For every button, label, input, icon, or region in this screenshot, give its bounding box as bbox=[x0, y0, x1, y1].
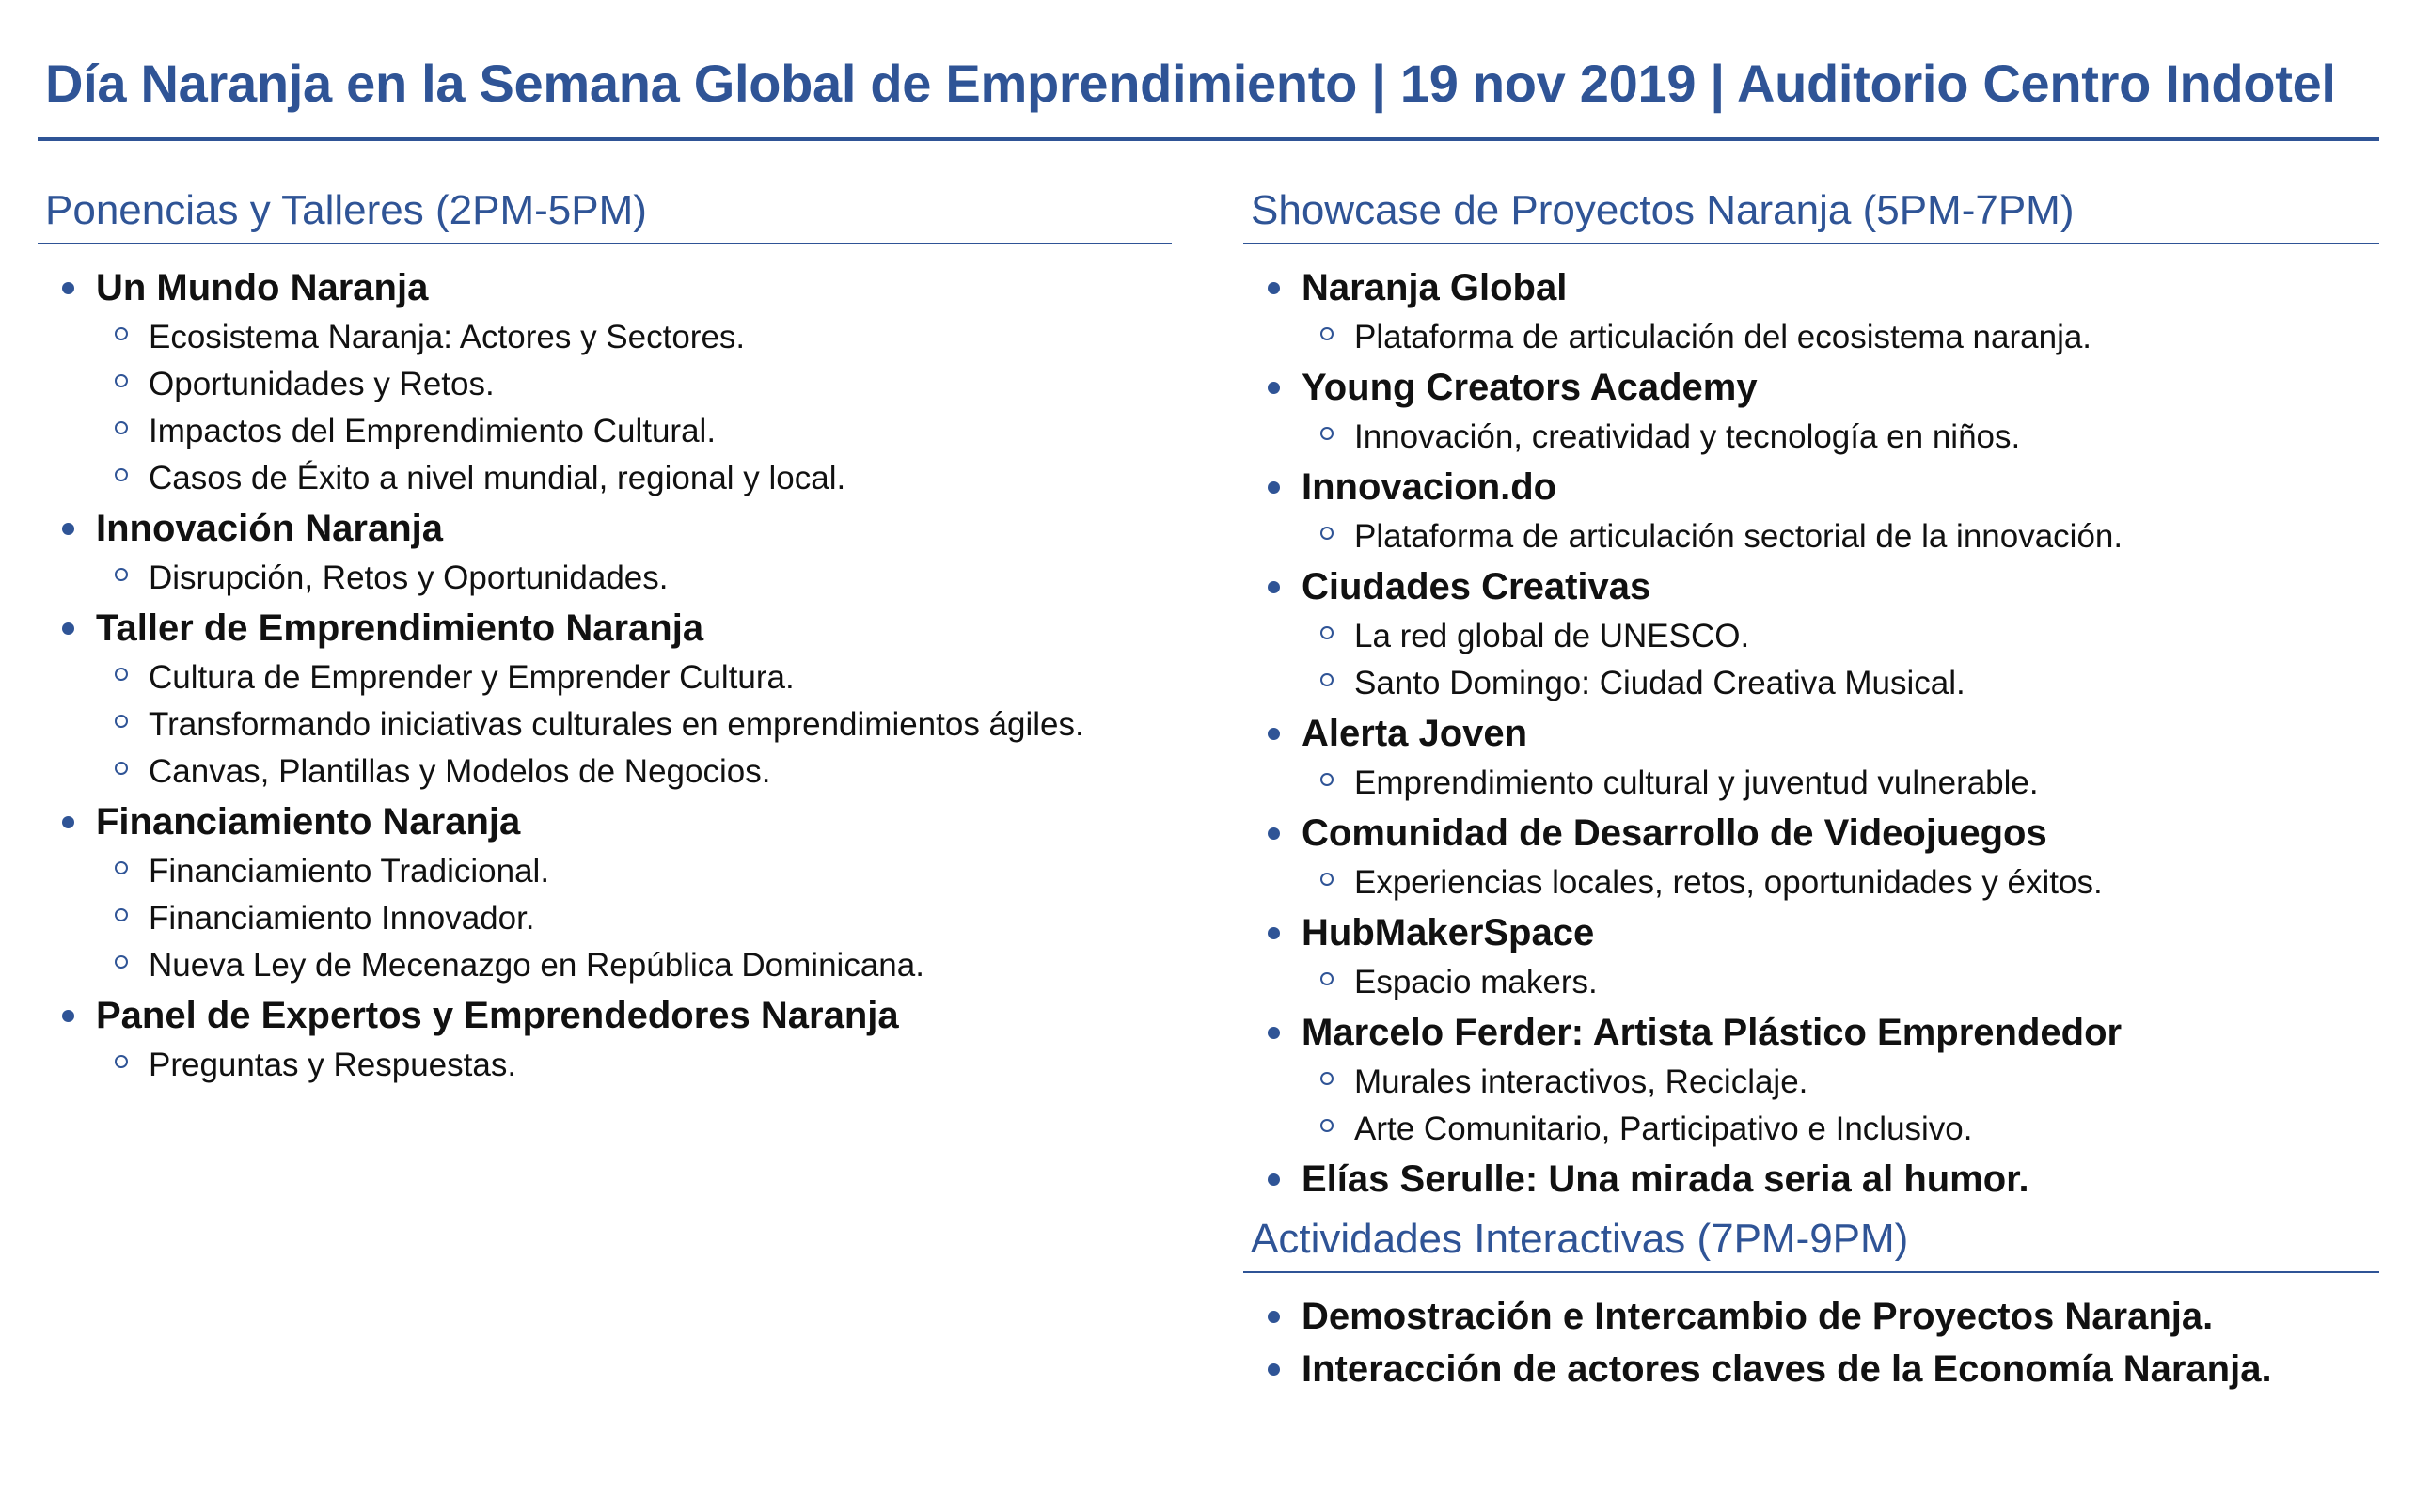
sub-list bbox=[1302, 414, 2379, 461]
list-item-title: HubMakerSpace bbox=[1302, 912, 1595, 953]
sub-list-item bbox=[96, 848, 1172, 895]
hollow-bullet-icon bbox=[1320, 427, 1334, 440]
sub-list-item-text: Innovación, creatividad y tecnología en niños. bbox=[1354, 418, 2021, 455]
hollow-bullet-icon bbox=[1320, 972, 1334, 985]
section-title-showcase: Showcase de Proyectos Naranja (5PM-7PM) bbox=[1251, 187, 2075, 233]
bullet-icon bbox=[1268, 1311, 1280, 1323]
hollow-bullet-icon bbox=[1320, 327, 1334, 340]
bullet-icon bbox=[1268, 481, 1280, 494]
left-column bbox=[38, 184, 1172, 1089]
sub-list-item-text: Financiamiento Tradicional. bbox=[149, 853, 550, 890]
hollow-bullet-icon bbox=[1320, 626, 1334, 639]
sub-list bbox=[1302, 613, 2379, 707]
list-item-title: Innovación Naranja bbox=[96, 508, 443, 549]
sub-list-item-text: Plataforma de articulación sectorial de la innovación. bbox=[1354, 518, 2123, 555]
bullet-icon bbox=[1268, 728, 1280, 740]
hollow-bullet-icon bbox=[115, 327, 128, 340]
list-item bbox=[1243, 560, 2379, 707]
sub-list-item-text: Casos de Éxito a nivel mundial, regional y local. bbox=[149, 460, 846, 496]
sub-list-item-text: Emprendimiento cultural y juventud vulnerable. bbox=[1354, 764, 2039, 801]
sub-list-item-text: Santo Domingo: Ciudad Creativa Musical. bbox=[1354, 665, 1965, 701]
list-item bbox=[38, 795, 1172, 989]
bullet-icon bbox=[62, 816, 74, 828]
list-item bbox=[1243, 1343, 2379, 1395]
sub-list-item-text: La red global de UNESCO. bbox=[1354, 618, 1750, 654]
section-divider bbox=[1243, 243, 2379, 244]
hollow-bullet-icon bbox=[115, 568, 128, 581]
sub-list-item-text: Experiencias locales, retos, oportunidades y éxitos. bbox=[1354, 864, 2103, 901]
list-item-title: Innovacion.do bbox=[1302, 466, 1557, 508]
sub-list bbox=[1302, 1059, 2379, 1153]
sub-list-item bbox=[96, 408, 1172, 455]
list-item bbox=[38, 502, 1172, 602]
sub-list-item-text: Canvas, Plantillas y Modelos de Negocios. bbox=[149, 753, 771, 790]
list-item bbox=[1243, 1290, 2379, 1343]
ponencias-list bbox=[38, 261, 1172, 1089]
section-divider bbox=[38, 243, 1172, 244]
bullet-icon bbox=[1268, 827, 1280, 840]
list-item-title: Naranja Global bbox=[1302, 267, 1568, 308]
sub-list-item bbox=[1302, 959, 2379, 1006]
hollow-bullet-icon bbox=[115, 861, 128, 874]
list-item-title: Demostración e Intercambio de Proyectos Naranja. bbox=[1302, 1296, 2214, 1337]
list-item-title: Financiamiento Naranja bbox=[96, 801, 521, 843]
list-item bbox=[1243, 361, 2379, 461]
sub-list-item-text: Financiamiento Innovador. bbox=[149, 900, 535, 937]
list-item-title: Comunidad de Desarrollo de Videojuegos bbox=[1302, 812, 2047, 854]
list-item bbox=[1243, 707, 2379, 807]
hollow-bullet-icon bbox=[115, 908, 128, 921]
hollow-bullet-icon bbox=[1320, 1072, 1334, 1085]
hollow-bullet-icon bbox=[1320, 527, 1334, 540]
hollow-bullet-icon bbox=[1320, 673, 1334, 686]
sub-list-item bbox=[1302, 414, 2379, 461]
sub-list-item bbox=[96, 895, 1172, 942]
bullet-icon bbox=[62, 523, 74, 535]
sub-list bbox=[96, 555, 1172, 602]
hollow-bullet-icon bbox=[115, 374, 128, 387]
sub-list-item-text: Impactos del Emprendimiento Cultural. bbox=[149, 413, 717, 449]
list-item bbox=[38, 602, 1172, 795]
sub-list-item bbox=[1302, 1106, 2379, 1153]
sub-list bbox=[96, 848, 1172, 989]
bullet-icon bbox=[1268, 1363, 1280, 1376]
bullet-icon bbox=[1268, 1027, 1280, 1039]
list-item bbox=[1243, 261, 2379, 361]
sub-list-item-text: Nueva Ley de Mecenazgo en República Dominicana. bbox=[149, 947, 924, 984]
sub-list-item-text: Cultura de Emprender y Emprender Cultura. bbox=[149, 659, 795, 696]
page-title: Día Naranja en la Semana Global de Emprendimiento | 19 nov 2019 | Auditorio Centro Indotel bbox=[45, 54, 2336, 113]
sub-list-item-text: Plataforma de articulación del ecosistema naranja. bbox=[1354, 319, 2092, 355]
list-item-title: Taller de Emprendimiento Naranja bbox=[96, 607, 704, 649]
sub-list-item-text: Disrupción, Retos y Oportunidades. bbox=[149, 559, 669, 596]
sub-list-item-text: Preguntas y Respuestas. bbox=[149, 1047, 517, 1083]
list-item-title: Young Creators Academy bbox=[1302, 367, 1758, 408]
sub-list-item bbox=[96, 314, 1172, 361]
sub-list-item bbox=[1302, 314, 2379, 361]
hollow-bullet-icon bbox=[115, 955, 128, 969]
sub-list-item bbox=[1302, 513, 2379, 560]
hollow-bullet-icon bbox=[1320, 873, 1334, 886]
hollow-bullet-icon bbox=[115, 421, 128, 434]
sub-list-item bbox=[96, 361, 1172, 408]
sub-list-item bbox=[1302, 760, 2379, 807]
sub-list-item bbox=[96, 942, 1172, 989]
sub-list-item-text: Transformando iniciativas culturales en emprendimientos ágiles. bbox=[149, 706, 1084, 743]
list-item-title: Un Mundo Naranja bbox=[96, 267, 429, 308]
list-item bbox=[1243, 906, 2379, 1006]
sub-list-item-text: Espacio makers. bbox=[1354, 964, 1598, 1000]
list-item-title: Ciudades Creativas bbox=[1302, 566, 1651, 607]
sub-list bbox=[1302, 513, 2379, 560]
hollow-bullet-icon bbox=[115, 762, 128, 775]
sub-list-item-text: Oportunidades y Retos. bbox=[149, 366, 495, 402]
list-item-title: Elías Serulle: Una mirada seria al humor. bbox=[1302, 1158, 2029, 1200]
bullet-icon bbox=[1268, 927, 1280, 939]
actividades-list bbox=[1243, 1290, 2379, 1395]
hollow-bullet-icon bbox=[115, 715, 128, 728]
list-item bbox=[1243, 1153, 2379, 1205]
sub-list-item bbox=[1302, 660, 2379, 707]
section-divider bbox=[1243, 1271, 2379, 1273]
sub-list-item-text: Ecosistema Naranja: Actores y Sectores. bbox=[149, 319, 746, 355]
hollow-bullet-icon bbox=[1320, 773, 1334, 786]
list-item-title: Marcelo Ferder: Artista Plástico Emprendedor bbox=[1302, 1012, 2123, 1053]
sub-list bbox=[96, 314, 1172, 502]
sub-list-item-text: Arte Comunitario, Participativo e Inclusivo. bbox=[1354, 1110, 1973, 1147]
bullet-icon bbox=[1268, 581, 1280, 593]
sub-list-item bbox=[96, 555, 1172, 602]
title-divider bbox=[38, 137, 2379, 141]
sub-list bbox=[1302, 859, 2379, 906]
hollow-bullet-icon bbox=[115, 668, 128, 681]
bullet-icon bbox=[62, 1010, 74, 1022]
sub-list bbox=[96, 654, 1172, 795]
sub-list-item bbox=[96, 654, 1172, 701]
bullet-icon bbox=[62, 282, 74, 294]
sub-list bbox=[1302, 959, 2379, 1006]
section-title-ponencias: Ponencias y Talleres (2PM-5PM) bbox=[45, 187, 647, 233]
sub-list-item bbox=[1302, 613, 2379, 660]
sub-list-item bbox=[96, 455, 1172, 502]
sub-list-item bbox=[1302, 859, 2379, 906]
bullet-icon bbox=[1268, 1173, 1280, 1186]
sub-list-item bbox=[96, 748, 1172, 795]
list-item bbox=[1243, 1006, 2379, 1153]
list-item bbox=[38, 261, 1172, 502]
list-item-title: Panel de Expertos y Emprendedores Naranja bbox=[96, 995, 899, 1036]
section-title-actividades: Actividades Interactivas (7PM-9PM) bbox=[1251, 1216, 1909, 1262]
sub-list-item bbox=[96, 701, 1172, 748]
showcase-list bbox=[1243, 261, 2379, 1205]
sub-list bbox=[1302, 760, 2379, 807]
sub-list-item-text: Murales interactivos, Reciclaje. bbox=[1354, 1063, 1808, 1100]
right-column bbox=[1243, 184, 2379, 1395]
actividades-section bbox=[1243, 1213, 2379, 1395]
hollow-bullet-icon bbox=[115, 468, 128, 481]
list-item bbox=[1243, 461, 2379, 560]
bullet-icon bbox=[1268, 282, 1280, 294]
hollow-bullet-icon bbox=[115, 1055, 128, 1068]
hollow-bullet-icon bbox=[1320, 1119, 1334, 1132]
sub-list-item bbox=[96, 1042, 1172, 1089]
bullet-icon bbox=[1268, 382, 1280, 394]
bullet-icon bbox=[62, 622, 74, 635]
list-item-title: Interacción de actores claves de la Economía Naranja. bbox=[1302, 1348, 2272, 1390]
list-item bbox=[38, 989, 1172, 1089]
sub-list-item bbox=[1302, 1059, 2379, 1106]
sub-list bbox=[1302, 314, 2379, 361]
list-item bbox=[1243, 807, 2379, 906]
list-item-title: Alerta Joven bbox=[1302, 713, 1528, 754]
sub-list bbox=[96, 1042, 1172, 1089]
